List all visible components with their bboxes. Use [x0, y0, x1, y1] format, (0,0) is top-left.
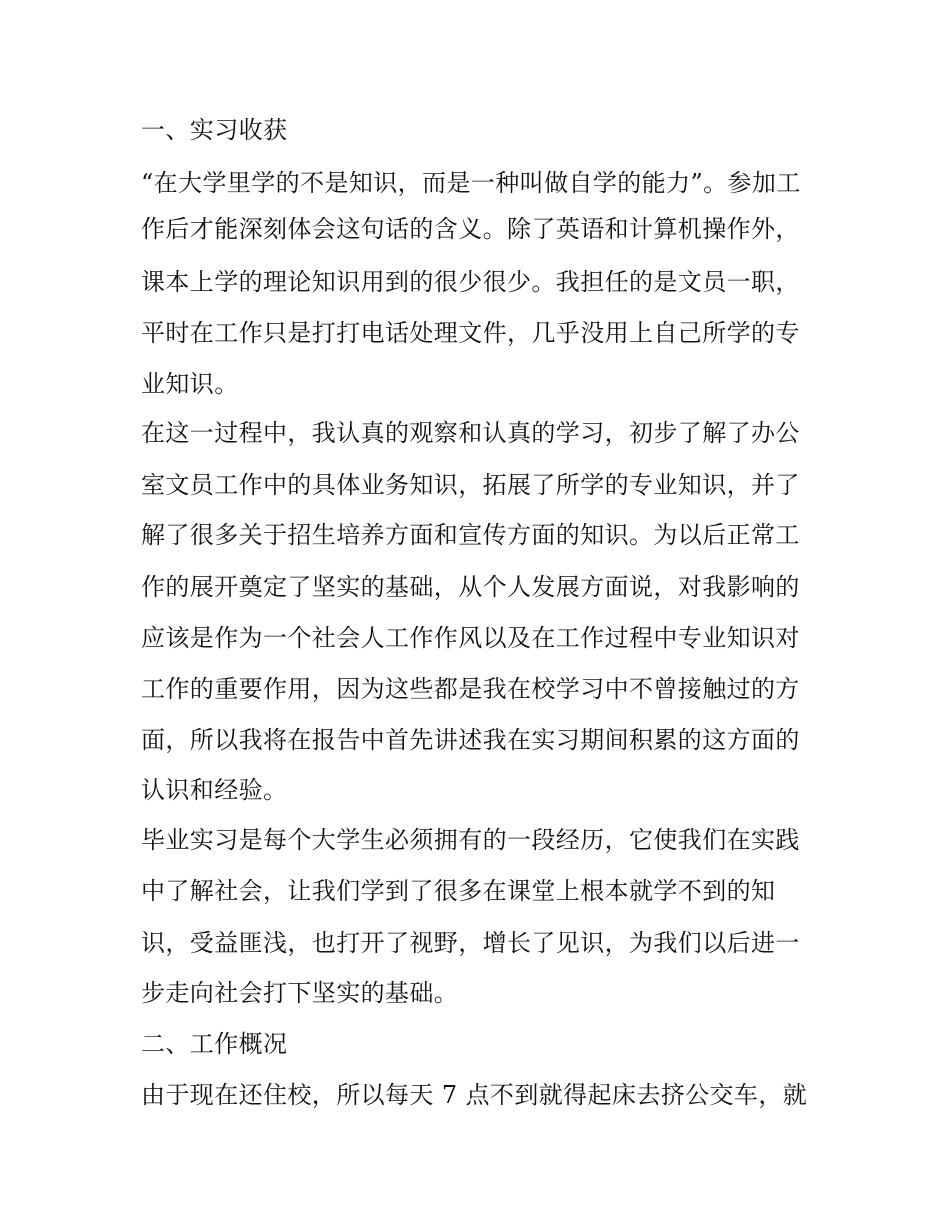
section-heading-1: 一、实习收获 [141, 116, 288, 144]
text-line: 作的展开奠定了坚实的基础，从个人发展方面说，对我影响的 [141, 573, 800, 601]
text-line: 平时在工作只是打打电话处理文件，几乎没用上自己所学的专 [141, 319, 800, 347]
text-line: 在这一过程中，我认真的观察和认真的学习，初步了解了办公 [141, 419, 800, 447]
text-line: 应该是作为一个社会人工作作风以及在工作过程中专业知识对 [141, 624, 800, 652]
text-line: 课本上学的理论知识用到的很少很少。我担任的是文员一职， [141, 268, 800, 296]
text-line: 认识和经验。 [141, 776, 288, 804]
text-line: 毕业实习是每个大学生必须拥有的一段经历，它使我们在实践 [141, 826, 800, 854]
text-line: 面，所以我将在报告中首先讲述我在实习期间积累的这方面的 [141, 726, 800, 754]
text-line: 由于现在还住校，所以每天 7 点不到就得起床去挤公交车，就 [141, 1081, 808, 1109]
text-line: 业知识。 [141, 370, 239, 398]
text-line: 解了很多关于招生培养方面和宣传方面的知识。为以后正常工 [141, 521, 800, 549]
text-line: “在大学里学的不是知识，而是一种叫做自学的能力”。参加工 [141, 169, 801, 197]
text-line: 识，受益匪浅，也打开了视野，增长了见识，为我们以后进一 [141, 929, 800, 957]
text-line: 室文员工作中的具体业务知识，拓展了所学的专业知识，并了 [141, 471, 800, 499]
text-line: 作后才能深刻体会这句话的含义。除了英语和计算机操作外， [141, 215, 800, 243]
text-line: 工作的重要作用，因为这些都是我在校学习中不曾接触过的方 [141, 675, 800, 703]
section-heading-2: 二、工作概况 [141, 1030, 288, 1058]
text-line: 步走向社会打下坚实的基础。 [141, 979, 459, 1007]
text-line: 中了解社会，让我们学到了很多在课堂上根本就学不到的知 [141, 877, 776, 905]
